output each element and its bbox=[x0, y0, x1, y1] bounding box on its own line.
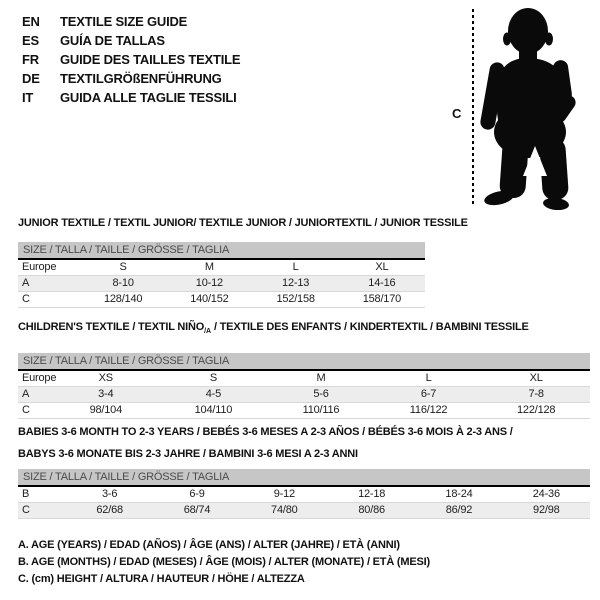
size-value-cell: 6-7 bbox=[420, 388, 437, 401]
section-title-segment: BABIES 3-6 MONTH TO 2-3 YEARS / BEBÉS 3-6 MESES A 2-3 AÑOS / BÉBÉS 3-6 MOIS À 2-3 ANS / bbox=[18, 426, 513, 438]
size-table bbox=[18, 260, 425, 308]
table-row bbox=[18, 292, 425, 308]
table-row bbox=[18, 371, 590, 387]
size-value-cell: 12-18 bbox=[358, 488, 386, 500]
footnotes bbox=[18, 537, 430, 588]
language-code: EN bbox=[22, 14, 40, 29]
size-value-cell: M bbox=[204, 261, 214, 273]
section-children-textile bbox=[18, 320, 590, 419]
section-title-segment: JUNIOR TEXTILE / TEXTIL JUNIOR/ TEXTILE JUNIOR / JUNIORTEXTIL / JUNIOR TESSILE bbox=[18, 217, 468, 229]
size-value-cell: 18-24 bbox=[445, 488, 473, 500]
size-table bbox=[18, 487, 590, 519]
row-label: C bbox=[22, 293, 30, 305]
size-value-cell: 116/122 bbox=[409, 404, 448, 417]
size-value-cell: 10-12 bbox=[195, 277, 223, 289]
section-title-segment: /A bbox=[204, 328, 212, 336]
size-table-header: SIZE / TALLA / TAILLE / GRÖSSE / TAGLIA bbox=[18, 353, 590, 371]
size-value-cell: 14-16 bbox=[368, 277, 396, 289]
section-babies-textile bbox=[18, 425, 590, 519]
size-value-cell: 128/140 bbox=[103, 293, 143, 305]
language-code: DE bbox=[22, 71, 40, 86]
row-label: C bbox=[22, 504, 30, 516]
size-table-header: SIZE / TALLA / TAILLE / GRÖSSE / TAGLIA bbox=[18, 242, 425, 260]
size-value-cell: 86/92 bbox=[445, 504, 473, 516]
size-value-cell: 9-12 bbox=[273, 488, 295, 500]
size-value-cell: 80/86 bbox=[358, 504, 385, 516]
size-value-cell: L bbox=[292, 261, 299, 273]
size-value-cell: 5-6 bbox=[313, 388, 329, 401]
size-table-header: SIZE / TALLA / TAILLE / GRÖSSE / TAGLIA bbox=[18, 469, 590, 487]
language-row bbox=[22, 50, 240, 69]
height-measure-label: C bbox=[452, 106, 462, 121]
footnote-line: C. (cm) HEIGHT / ALTURA / HAUTEUR / HÖHE / ALTEZZA bbox=[18, 573, 305, 585]
size-value-cell: 74/80 bbox=[271, 504, 298, 516]
row-label: A bbox=[22, 388, 30, 401]
section-junior-textile bbox=[18, 216, 468, 308]
section-title bbox=[18, 447, 590, 462]
toddler-silhouette-icon bbox=[479, 8, 592, 210]
language-row bbox=[22, 31, 240, 50]
size-value-cell: 12-13 bbox=[282, 277, 310, 289]
size-value-cell: M bbox=[316, 372, 326, 385]
section-title bbox=[18, 216, 468, 231]
size-value-cell: L bbox=[425, 372, 432, 385]
guide-title: TEXTILE SIZE GUIDE bbox=[60, 14, 188, 29]
guide-title: GUIDA ALLE TAGLIE TESSILI bbox=[60, 90, 237, 105]
size-value-cell: 122/128 bbox=[516, 404, 556, 417]
table-row bbox=[18, 387, 590, 403]
language-row bbox=[22, 12, 240, 31]
size-value-cell: 8-10 bbox=[112, 277, 134, 289]
section-title-segment: CHILDREN'S TEXTILE / TEXTIL NIÑO bbox=[18, 321, 205, 333]
size-value-cell: XL bbox=[375, 261, 389, 273]
size-value-cell: XS bbox=[98, 372, 113, 385]
row-label: C bbox=[22, 404, 30, 417]
row-label: Europe bbox=[22, 261, 57, 273]
height-measure-dashed-line bbox=[472, 9, 474, 206]
size-value-cell: XL bbox=[529, 372, 543, 385]
guide-title: GUÍA DE TALLAS bbox=[60, 33, 165, 48]
footnote-line: A. AGE (YEARS) / EDAD (AÑOS) / ÂGE (ANS) / ALTER (JAHRE) / ETÀ (ANNI) bbox=[18, 539, 400, 551]
row-label: B bbox=[22, 488, 30, 500]
language-code: IT bbox=[22, 90, 34, 105]
size-value-cell: 158/170 bbox=[362, 293, 402, 305]
language-list bbox=[22, 12, 240, 107]
size-value-cell: 140/152 bbox=[190, 293, 229, 305]
language-code: FR bbox=[22, 52, 39, 67]
size-value-cell: 6-9 bbox=[189, 488, 205, 500]
size-value-cell: 68/74 bbox=[183, 504, 211, 516]
table-row bbox=[18, 403, 590, 419]
size-value-cell: 3-6 bbox=[102, 488, 118, 500]
size-value-cell: 62/68 bbox=[96, 504, 123, 516]
size-table bbox=[18, 371, 590, 419]
language-code: ES bbox=[22, 33, 39, 48]
size-value-cell: 92/98 bbox=[533, 504, 560, 516]
size-value-cell: 104/110 bbox=[194, 404, 233, 417]
section-title bbox=[18, 425, 590, 440]
table-row bbox=[18, 260, 425, 276]
size-value-cell: 3-4 bbox=[98, 388, 114, 401]
language-row bbox=[22, 88, 240, 107]
size-value-cell: 7-8 bbox=[528, 388, 544, 401]
table-row bbox=[18, 503, 590, 519]
section-title-segment: BABYS 3-6 MONATE BIS 2-3 JAHRE / BAMBINI 3-6 MESI A 2-3 ANNI bbox=[18, 448, 358, 460]
size-value-cell: S bbox=[209, 372, 217, 385]
language-row bbox=[22, 69, 240, 88]
size-value-cell: 152/158 bbox=[276, 293, 315, 305]
row-label: Europe bbox=[22, 372, 57, 385]
table-row bbox=[18, 276, 425, 292]
size-value-cell: S bbox=[119, 261, 127, 273]
size-value-cell: 98/104 bbox=[89, 404, 123, 417]
footnote-line: B. AGE (MONTHS) / EDAD (MESES) / ÂGE (MOIS) / ALTER (MONATE) / ETÀ (MESI) bbox=[18, 556, 430, 568]
section-title-segment: / TEXTILE DES ENFANTS / KINDERTEXTIL / BAMBINI TESSILE bbox=[211, 321, 529, 333]
size-value-cell: 110/116 bbox=[302, 404, 340, 417]
row-label: A bbox=[22, 277, 30, 289]
section-title bbox=[18, 320, 590, 339]
size-value-cell: 4-5 bbox=[205, 388, 222, 401]
size-value-cell: 24-36 bbox=[532, 488, 560, 500]
guide-title: TEXTILGRÖßENFÜHRUNG bbox=[60, 71, 222, 86]
guide-title: GUIDE DES TAILLES TEXTILE bbox=[60, 52, 241, 67]
table-row bbox=[18, 487, 590, 503]
